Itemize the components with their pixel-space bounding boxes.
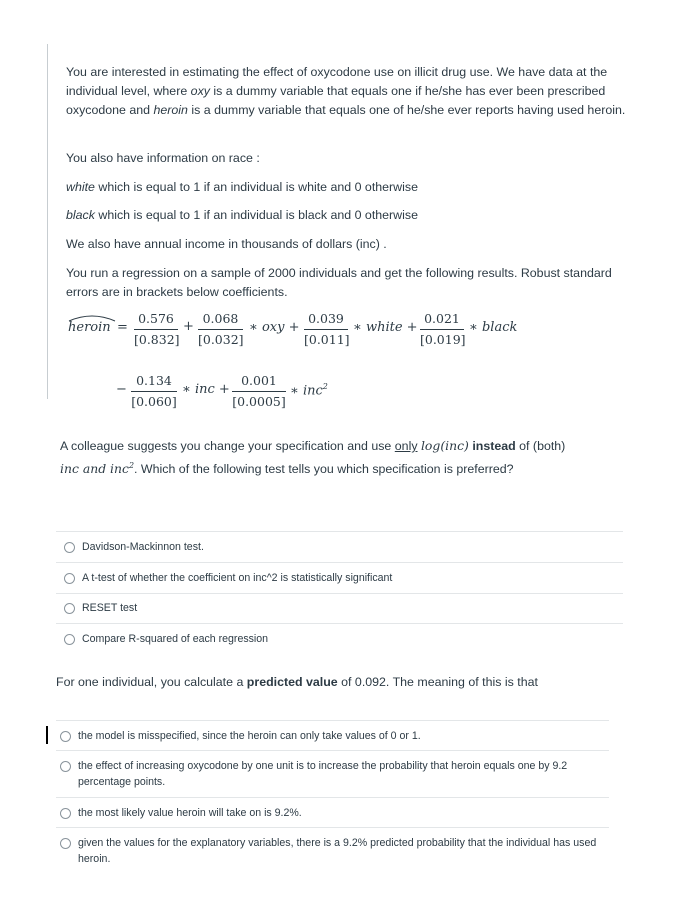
q1-option-3[interactable]: RESET test xyxy=(64,600,137,616)
radio-button[interactable] xyxy=(60,838,71,849)
q2-option-3[interactable]: the most likely value heroin will take on is 9.2%. xyxy=(60,805,600,821)
coef-black: $\frac{0.021}{[0.019]}$ xyxy=(420,311,466,347)
text-cursor xyxy=(46,726,48,744)
radio-button[interactable] xyxy=(64,634,75,645)
term-black: ∗ black xyxy=(469,320,518,335)
separator xyxy=(56,720,609,721)
coef-inc: $\frac{0.134}{[0.060]}$ xyxy=(131,373,177,409)
separator xyxy=(56,562,623,563)
coef-intercept: $\frac{0.576}{[0.832]}$ xyxy=(134,311,180,347)
regression-intro: You run a regression on a sample of 2000 individuals and get the following results. Robust standard errors are in brackets below coefficients. xyxy=(66,266,612,299)
q2-option-4[interactable]: given the values for the explanatory variables, there is a 9.2% predicted probability that the individual has used heroin. xyxy=(60,835,600,867)
equals-sign: = xyxy=(117,320,128,335)
separator xyxy=(56,797,609,798)
question-2-text: For one individual, you calculate a predicted value of 0.092. The meaning of this is that xyxy=(56,675,538,689)
coef-white: $\frac{0.039}{[0.011]}$ xyxy=(304,311,350,347)
q2-option-2[interactable]: the effect of increasing oxycodone by one unit is to increase the probability that heroin equals one by 9.2 percentage points. xyxy=(60,758,600,790)
separator xyxy=(56,750,609,751)
term-inc: ∗ inc + xyxy=(182,382,230,397)
q1-option-1[interactable]: Davidson-Mackinnon test. xyxy=(64,539,204,555)
radio-button[interactable] xyxy=(64,603,75,614)
heroin-hat: heroin xyxy=(68,320,111,335)
white-definition: white which is equal to 1 if an individual is white and 0 otherwise xyxy=(66,180,418,194)
term-white: ∗ white + xyxy=(353,320,418,335)
separator xyxy=(56,593,623,594)
minus-sign: − xyxy=(116,382,127,397)
intro-paragraph: You are interested in estimating the effect of oxycodone use on illicit drug use. We have data at the individual level, where oxy is a dummy variable that equals one if he/she has ever been prescribed oxycodone and heroin is a dummy variable that equals one of he/she ever reports having used heroin. xyxy=(66,65,626,117)
radio-button[interactable] xyxy=(60,761,71,772)
plus-sign: + xyxy=(183,319,194,334)
race-info-text: You also have information on race : xyxy=(66,151,260,165)
hat-accent xyxy=(68,314,116,322)
income-definition: We also have annual income in thousands of dollars (inc) . xyxy=(66,237,387,251)
radio-button[interactable] xyxy=(64,542,75,553)
radio-button[interactable] xyxy=(60,731,71,742)
separator xyxy=(56,531,623,532)
coef-oxy: $\frac{0.068}{[0.032]}$ xyxy=(198,311,244,347)
separator xyxy=(56,827,609,828)
term-oxy: ∗ oxy + xyxy=(249,320,300,335)
separator xyxy=(56,623,623,624)
radio-button[interactable] xyxy=(60,808,71,819)
coef-inc-squared: $\frac{0.001}{[0.0005]}$ xyxy=(232,373,286,409)
question-1-text: A colleague suggests you change your specification and use only log(inc) instead of (both) inc and inc$^2$. Which of the following test tells you which specification is preferred? xyxy=(60,438,566,477)
q1-option-4[interactable]: Compare R-squared of each regression xyxy=(64,631,268,647)
term-inc-squared: ∗ inc$^2$ xyxy=(290,382,328,399)
q1-option-2[interactable]: A t-test of whether the coefficient on inc^2 is statistically significant xyxy=(64,570,392,586)
q2-option-1[interactable]: the model is misspecified, since the heroin can only take values of 0 or 1. xyxy=(60,728,600,744)
left-border xyxy=(47,44,48,399)
radio-button[interactable] xyxy=(64,573,75,584)
black-definition: black which is equal to 1 if an individual is black and 0 otherwise xyxy=(66,208,418,222)
